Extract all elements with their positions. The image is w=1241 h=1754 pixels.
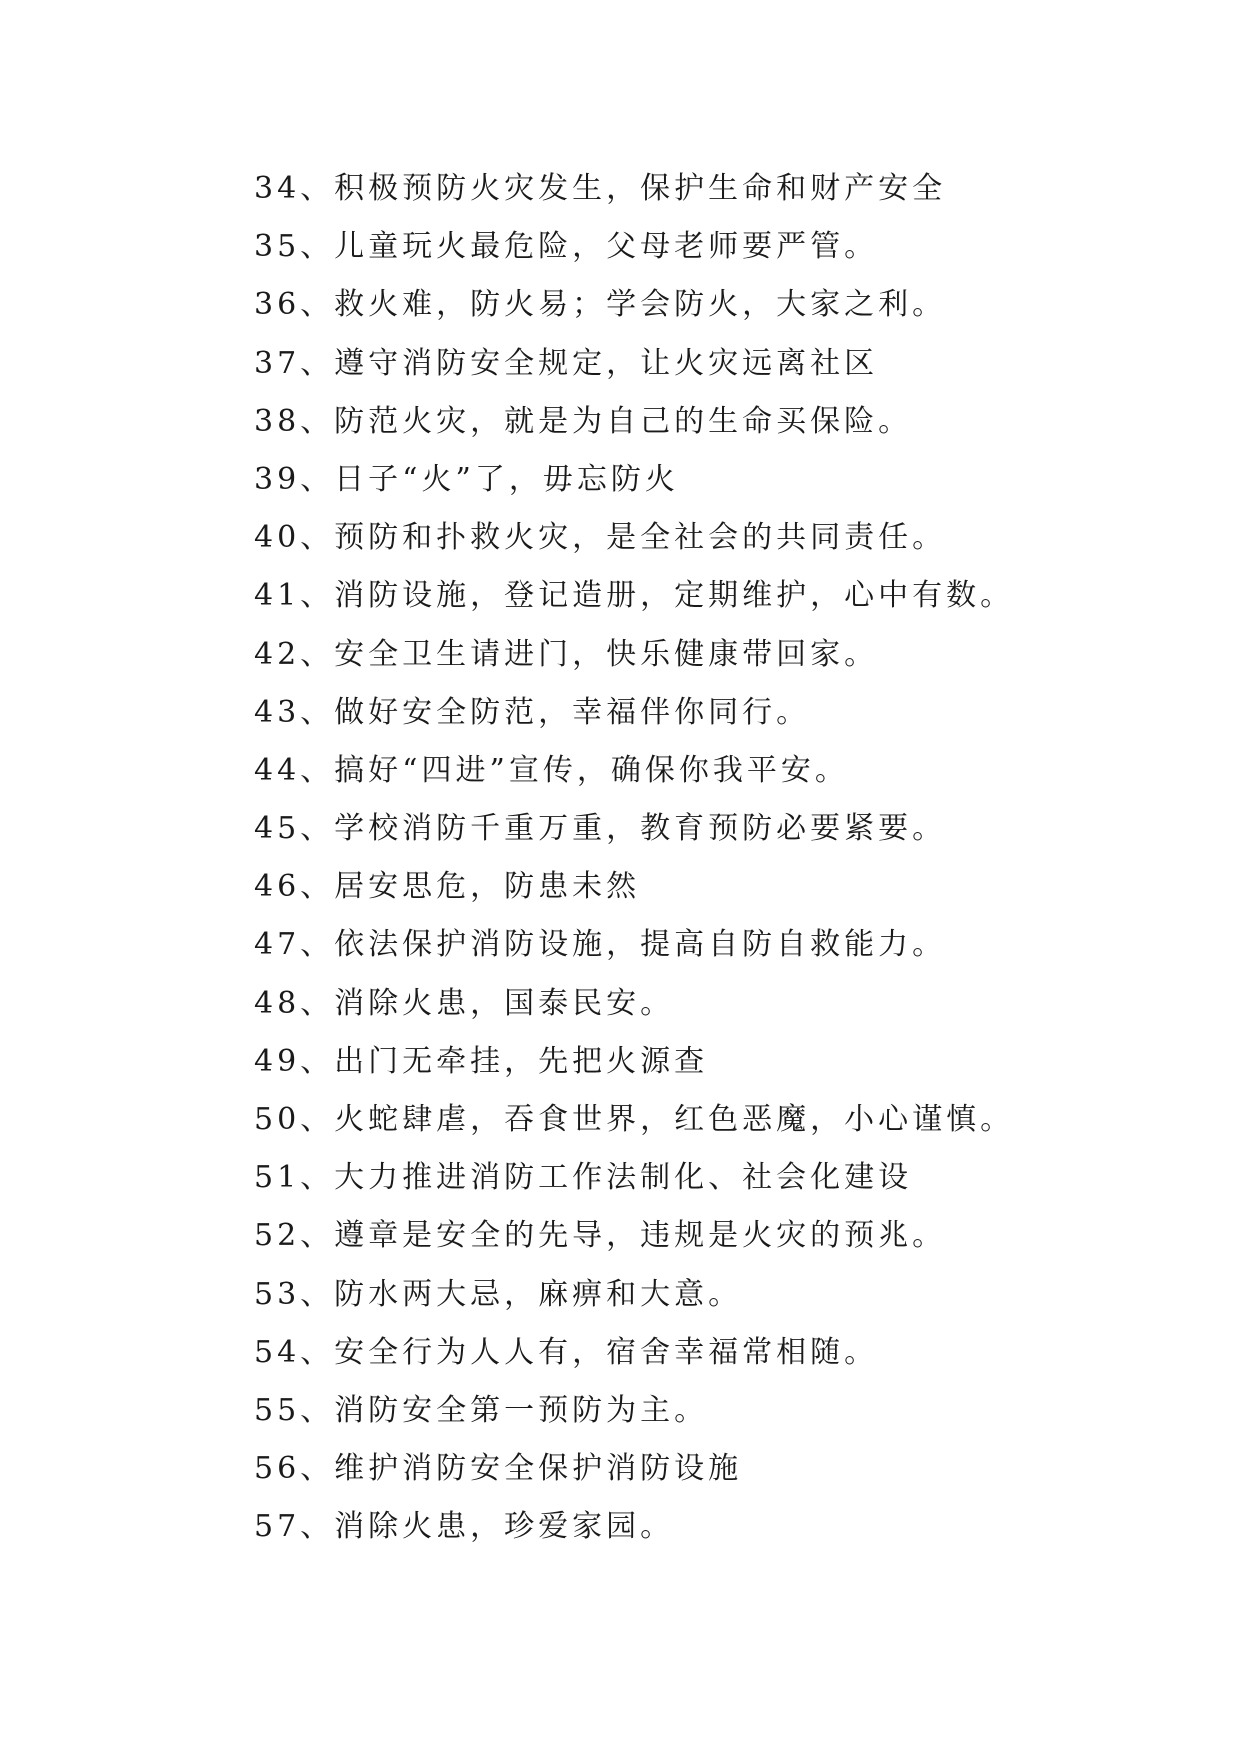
slogan-line: 37、遵守消防安全规定，让火灾远离社区	[254, 345, 879, 381]
slogan-line: 41、消防设施，登记造册，定期维护，心中有数。	[254, 578, 1015, 614]
slogan-list	[254, 160, 1214, 1557]
slogan-line: 51、大力推进消防工作法制化、社会化建设	[254, 1160, 913, 1196]
slogan-line: 35、儿童玩火最危险，父母老师要严管。	[254, 229, 879, 265]
slogan-line: 45、学校消防千重万重，教育预防必要紧要。	[254, 811, 947, 847]
slogan-line: 44、搞好“四进”宣传，确保你我平安。	[254, 752, 849, 788]
slogan-line: 53、防水两大忌，麻痹和大意。	[254, 1276, 743, 1312]
slogan-line: 50、火蛇肆虐，吞食世界，红色恶魔，小心谨慎。	[254, 1102, 1015, 1137]
slogan-line: 38、防范火灾，就是为自己的生命买保险。	[254, 403, 913, 439]
slogan-line: 36、救火难，防火易；学会防火，大家之利。	[254, 287, 947, 323]
slogan-line: 40、预防和扑救火灾，是全社会的共同责任。	[254, 520, 947, 556]
slogan-line: 54、安全行为人人有，宿舍幸福常相随。	[254, 1334, 879, 1370]
slogan-line: 34、积极预防火灾发生，保护生命和财产安全	[254, 171, 947, 206]
slogan-line: 48、消除火患，国泰民安。	[254, 985, 675, 1021]
slogan-line: 52、遵章是安全的先导，违规是火灾的预兆。	[254, 1218, 947, 1254]
slogan-line: 43、做好安全防范，幸福伴你同行。	[254, 694, 811, 730]
slogan-line: 49、出门无牵挂，先把火源查	[254, 1043, 709, 1079]
slogan-line: 46、居安思危，防患未然	[254, 869, 641, 905]
slogan-line: 57、消除火患，珍爱家园。	[254, 1509, 675, 1545]
slogan-line: 42、安全卫生请进门，快乐健康带回家。	[254, 636, 879, 672]
slogan-line: 47、依法保护消防设施，提高自防自救能力。	[254, 927, 947, 963]
slogan-line: 56、维护消防安全保护消防设施	[254, 1451, 743, 1487]
slogan-line: 55、消防安全第一预防为主。	[254, 1392, 709, 1428]
slogan-line: 39、日子“火”了，毋忘防火	[254, 461, 679, 497]
